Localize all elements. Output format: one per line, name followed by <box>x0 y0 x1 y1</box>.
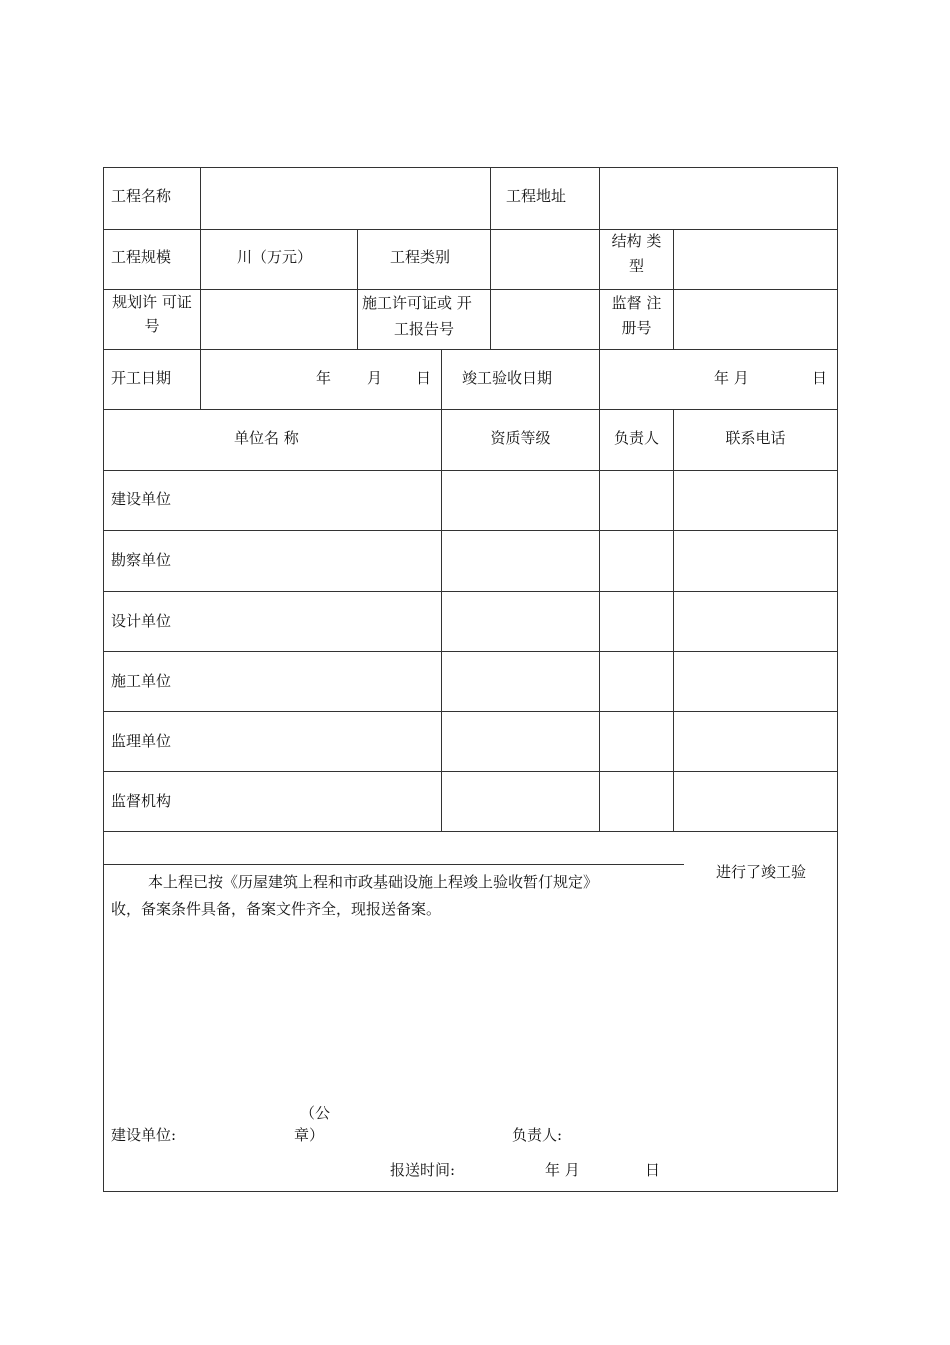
project-scale-label: 工程规模 <box>111 248 172 266</box>
submit-day: 日 <box>645 1161 661 1179</box>
declaration-line2: 收，备案条件具备，备案文件齐全，现报送备案。 <box>111 900 442 918</box>
responsible-label: 负责人: <box>512 1126 563 1144</box>
start-day: 日 <box>416 369 432 387</box>
declaration-line1: 本上程已按《历屋建筑上程和市政基础设施上程竣上验收暂仃规定》 <box>148 873 599 891</box>
declaration-line1-tail: 进行了竣工验 <box>716 863 807 881</box>
col-divider <box>441 349 442 831</box>
unit-row-label: 监理单位 <box>111 732 172 750</box>
project-address-label: 工程地址 <box>506 187 567 205</box>
unit-row-label: 施工单位 <box>111 672 172 690</box>
construction-permit-label-2: 工报告号 <box>393 320 454 338</box>
start-year: 年 <box>316 369 332 387</box>
submit-year-month: 年 月 <box>545 1161 580 1179</box>
planning-permit-label-2: 号 <box>144 317 160 335</box>
col-divider <box>673 409 674 831</box>
seal-close: 章） <box>294 1126 325 1144</box>
construction-permit-label-1: 施工许可证或 开 <box>362 294 472 312</box>
unit-row-label: 设计单位 <box>111 612 172 630</box>
unit-row-label: 监督机构 <box>111 792 172 810</box>
row-divider <box>104 229 837 230</box>
units-header-qualification: 资质等级 <box>490 429 551 447</box>
row-divider <box>104 530 837 531</box>
start-date-label: 开工日期 <box>111 369 172 387</box>
completion-year-month: 年 月 <box>714 369 749 387</box>
units-header-responsible: 负责人 <box>613 429 659 447</box>
project-name-label: 工程名称 <box>111 187 172 205</box>
structure-type-label-1: 结构 类 <box>611 232 662 250</box>
project-category-label: 工程类别 <box>390 248 451 266</box>
row-divider <box>104 409 837 410</box>
col-divider <box>490 229 491 349</box>
scale-unit: 川（万元） <box>237 248 313 266</box>
row-divider <box>104 651 837 652</box>
completion-date-label: 竣工验收日期 <box>462 369 553 387</box>
unit-row-label: 建设单位 <box>111 490 172 508</box>
col-divider <box>200 168 201 409</box>
col-divider <box>599 349 600 831</box>
submit-time-label: 报送时间: <box>390 1161 456 1179</box>
supervision-reg-label-2: 册号 <box>621 319 652 337</box>
row-divider <box>104 349 837 350</box>
col-divider <box>673 229 674 349</box>
builder-label: 建设单位: <box>111 1126 177 1144</box>
seal-open: （公 <box>300 1104 331 1122</box>
row-divider <box>104 591 837 592</box>
row-divider <box>104 831 837 832</box>
completion-day: 日 <box>812 369 828 387</box>
supervision-reg-label-1: 监督 注 <box>611 294 662 312</box>
units-header-name: 单位名 称 <box>234 429 299 447</box>
row-divider <box>104 711 837 712</box>
col-divider <box>490 168 491 229</box>
units-header-phone: 联系电话 <box>725 429 786 447</box>
row-divider <box>104 470 837 471</box>
start-month: 月 <box>367 369 383 387</box>
row-divider <box>104 771 837 772</box>
underline <box>104 864 684 865</box>
row-divider <box>104 289 837 290</box>
filing-form <box>103 167 838 1192</box>
structure-type-label-2: 型 <box>628 257 644 275</box>
planning-permit-label-1: 规划许 可证 <box>112 293 192 311</box>
unit-row-label: 勘察单位 <box>111 551 172 569</box>
